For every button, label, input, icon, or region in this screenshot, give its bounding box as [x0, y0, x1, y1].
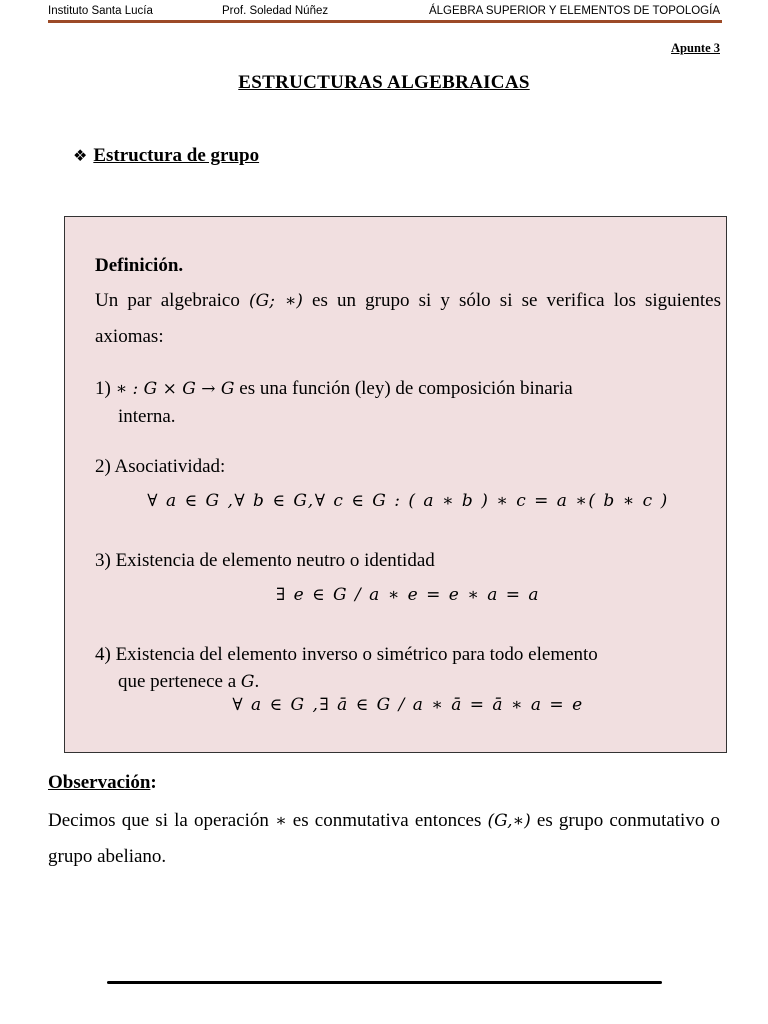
observation-text-start: Decimos que si la operación	[48, 810, 276, 831]
apunte-label: Apunte 3	[671, 41, 720, 55]
observation-title-label: Observación	[48, 772, 151, 793]
axiom-2-formula: ∀ a ∈ G ,∀ b ∈ G,∀ c ∈ G : ( a ∗ b ) ∗ c = a ∗( b ∗ c )	[147, 491, 669, 511]
axiom-4	[95, 641, 721, 696]
axiom-4-cont-text: que pertenece a	[118, 671, 241, 692]
header-teacher: Prof. Soledad Núñez	[222, 5, 329, 17]
definition-text-end: es un grupo si y sólo si se verifica los siguientes axiomas:	[95, 290, 721, 347]
diamond-bullet-icon: ❖	[73, 146, 88, 165]
section-heading	[73, 145, 259, 167]
observation-title	[48, 772, 157, 794]
definition-box	[64, 216, 727, 753]
observation-title-colon: :	[150, 772, 157, 793]
axiom-4-cont-end: .	[254, 671, 260, 692]
definition-text	[95, 283, 721, 354]
observation-text-end: es grupo conmutativo o grupo abeliano.	[48, 810, 721, 867]
axiom-1-continuation: interna.	[118, 406, 176, 427]
axiom-4-continuation	[95, 668, 721, 696]
section-heading-label: Estructura de grupo	[93, 145, 260, 166]
axiom-3: 3) Existencia de elemento neutro o identidad	[95, 550, 435, 571]
page-header	[48, 4, 720, 20]
observation-operation: ∗	[275, 811, 287, 831]
header-institution: Instituto Santa Lucía	[48, 5, 153, 17]
definition-text-start: Un par algebraico	[95, 290, 249, 311]
axiom-4-text: 4) Existencia del elemento inverso o simétrico para todo elemento	[95, 644, 598, 665]
axiom-3-formula: ∃ e ∈ G / a ∗ e = e ∗ a = a	[275, 585, 541, 605]
footer-divider	[107, 981, 662, 984]
axiom-1-math: ∗ : G × G → G	[115, 379, 235, 399]
observation-text-middle: es conmutativa entonces	[286, 810, 488, 831]
header-divider	[48, 20, 722, 23]
axiom-1	[95, 375, 721, 430]
axiom-4-cont-math: G	[240, 672, 255, 692]
definition-title: Definición.	[95, 255, 184, 276]
axiom-2: 2) Asociatividad:	[95, 456, 226, 477]
header-course: ÁLGEBRA SUPERIOR Y ELEMENTOS DE TOPOLOGÍA	[428, 5, 720, 17]
definition-pair: (G; ∗)	[248, 291, 303, 311]
axiom-4-formula: ∀ a ∈ G ,∃ ā ∈ G / a ∗ ā = ā ∗ a = e	[232, 695, 584, 715]
page-title: ESTRUCTURAS ALGEBRAICAS	[238, 72, 530, 93]
axiom-1-number: 1)	[95, 378, 116, 399]
observation-text	[48, 803, 720, 875]
observation-pair: (G,∗)	[487, 811, 531, 831]
axiom-1-text: es una función (ley) de composición binaria	[234, 378, 573, 399]
